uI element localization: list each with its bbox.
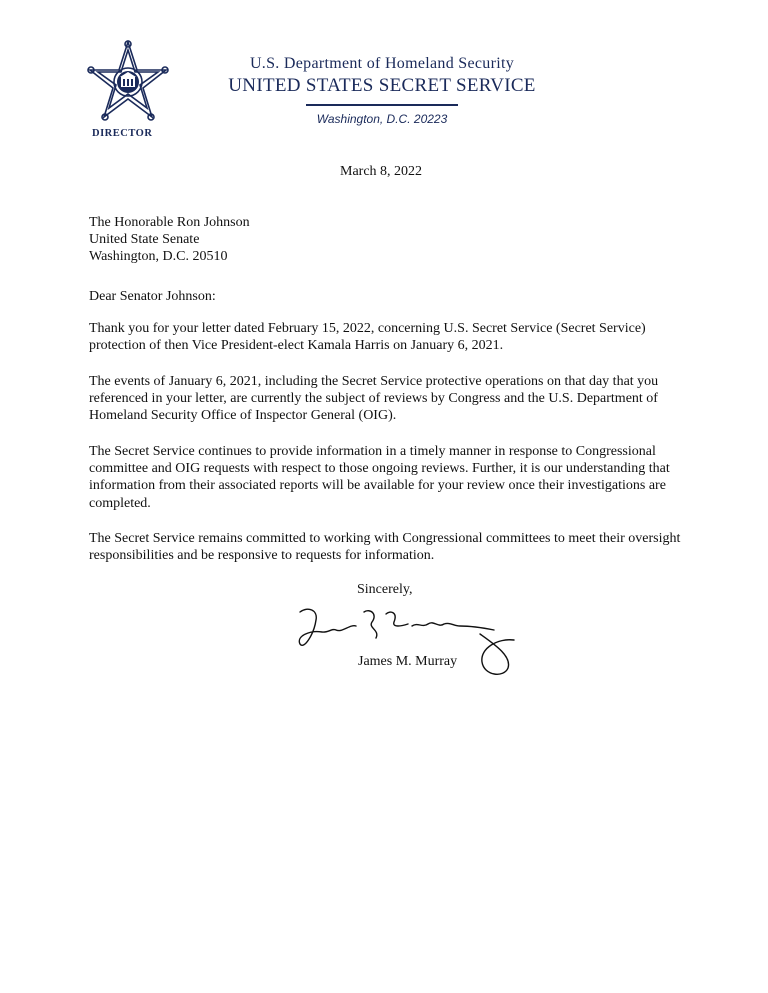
body-paragraph-4 bbox=[89, 530, 689, 564]
director-title: DIRECTOR bbox=[92, 128, 153, 139]
department-name: U.S. Department of Homeland Security bbox=[249, 55, 515, 72]
recipient-office: United State Senate bbox=[89, 232, 200, 248]
agency-location: Washington, D.C. 20223 bbox=[316, 112, 448, 126]
paragraph-text: The Secret Service continues to provide information in a timely manner in response to Congressional committee and OIG requests with respect to those ongoing reviews. Further, it is our understanding that information from their associated reports will be available for your review once their investigations are completed. bbox=[89, 444, 670, 511]
body-paragraph-2 bbox=[89, 373, 689, 425]
secret-service-seal-icon bbox=[86, 40, 170, 124]
closing: Sincerely, bbox=[357, 582, 413, 597]
body-paragraph-1 bbox=[89, 320, 689, 354]
letter-date: March 8, 2022 bbox=[340, 164, 423, 179]
recipient-address bbox=[89, 214, 250, 266]
body-paragraph-3 bbox=[89, 443, 689, 512]
paragraph-text: Thank you for your letter dated February 15, 2022, concerning U.S. Secret Service (Secret Service) protection of then Vice President-elect Kamala Harris on January 6, 2021. bbox=[89, 321, 646, 354]
agency-name: UNITED STATES SECRET SERVICE bbox=[228, 75, 536, 96]
paragraph-text: The events of January 6, 2021, including the Secret Service protective operations on that day that you referenced in your letter, are currently the subject of reviews by Congress and the U.S. Department of Homeland Security Office of Inspector General (OIG). bbox=[89, 374, 659, 424]
recipient-name: The Honorable Ron Johnson bbox=[89, 215, 250, 230]
paragraph-text: The Secret Service remains committed to working with Congressional committees to meet their oversight responsibilities and be responsive to requests for information. bbox=[89, 531, 681, 564]
recipient-city: Washington, D.C. 20510 bbox=[89, 249, 228, 265]
signer-name: James M. Murray bbox=[358, 654, 458, 669]
letterhead bbox=[222, 54, 542, 126]
salutation: Dear Senator Johnson: bbox=[89, 289, 216, 304]
letterhead-rule bbox=[306, 104, 458, 106]
